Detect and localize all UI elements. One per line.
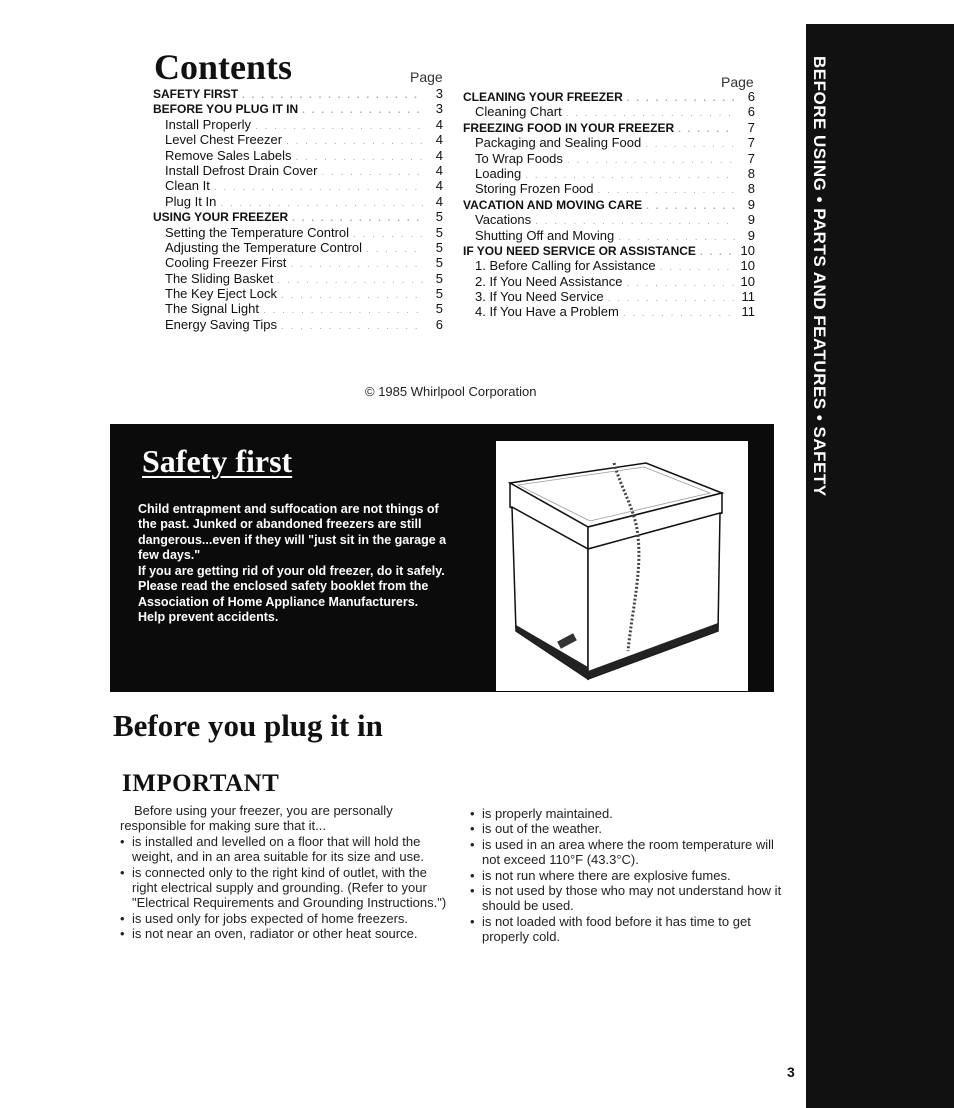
right-bullet-list	[470, 806, 792, 945]
toc-entry-label: Packaging and Sealing Food	[475, 135, 642, 151]
toc-entry	[153, 209, 443, 224]
toc-leader-dots	[608, 291, 735, 306]
bullet-item: • is used only for jobs expected of home freezers.	[120, 911, 452, 926]
toc-entry	[153, 86, 443, 101]
toc-entry	[463, 212, 755, 227]
toc-entry-label: 2. If You Need Assistance	[475, 273, 623, 289]
toc-entry-page: 4	[435, 178, 443, 194]
toc-leader-dots	[242, 88, 423, 103]
toc-leader-dots	[598, 183, 735, 198]
toc-entry-label: 1. Before Calling for Assistance	[475, 258, 656, 274]
left-bullet-list	[120, 834, 452, 942]
toc-entry-page: 7	[747, 119, 755, 135]
toc-leader-dots	[214, 180, 423, 195]
toc-entry	[463, 243, 755, 258]
right-page-header: Page	[721, 74, 754, 90]
toc-entry-page: 5	[435, 286, 443, 302]
toc-entry-label: The Key Eject Lock	[165, 286, 277, 302]
toc-leader-dots	[660, 260, 735, 275]
toc-entry-page: 9	[747, 227, 755, 243]
toc-entry-page: 6	[747, 104, 755, 120]
toc-entry-page: 9	[747, 196, 755, 212]
toc-leader-dots	[627, 91, 735, 106]
toc-entry-page: 4	[435, 116, 443, 132]
toc-entry-label: The Sliding Basket	[165, 270, 274, 286]
toc-entry-label: Level Chest Freezer	[165, 132, 283, 148]
toc-entry	[153, 101, 443, 116]
toc-entry-label: BEFORE YOU PLUG IT IN	[153, 102, 299, 117]
toc-entry-page: 5	[435, 270, 443, 286]
toc-entry-page: 10	[740, 242, 755, 258]
toc-leader-dots	[567, 153, 735, 168]
toc-entry-page: 5	[435, 239, 443, 255]
safety-paragraph-1: Child entrapment and suffocation are not things of the past. Junked or abandoned freezers are still dangerous...even if they will "just sit in the garage a few days."	[138, 502, 447, 563]
side-tab-label: BEFORE USING • PARTS AND FEATURES • SAFETY	[810, 56, 829, 497]
chest-freezer-icon	[496, 441, 748, 691]
toc-entry-page: 7	[747, 150, 755, 166]
toc-entry-label: VACATION AND MOVING CARE	[463, 197, 643, 212]
toc-leader-dots	[623, 306, 735, 321]
toc-entry-label: CLEANING YOUR FREEZER	[463, 90, 623, 104]
chest-freezer-illustration	[496, 441, 748, 691]
toc-entry	[463, 181, 755, 196]
toc-entry	[463, 104, 755, 119]
toc-entry	[463, 289, 755, 304]
toc-entry-page: 5	[435, 224, 443, 240]
bullet-item: • is not used by those who may not understand how it should be used.	[470, 883, 792, 914]
toc-entry-label: Cooling Freezer First	[165, 255, 287, 271]
page-number: 3	[787, 1064, 795, 1080]
toc-entry-label: FREEZING FOOD IN YOUR FREEZER	[463, 120, 675, 135]
safety-title: Safety first	[142, 443, 293, 479]
left-page-header: Page	[410, 69, 443, 85]
toc-entry	[153, 117, 443, 132]
toc-entry-page: 10	[740, 273, 755, 289]
toc-entry-label: Install Properly	[165, 116, 251, 132]
toc-entry	[463, 274, 755, 289]
toc-leader-dots	[290, 257, 423, 272]
toc-entry-label: USING YOUR FREEZER	[153, 210, 289, 225]
toc-entry	[153, 301, 443, 316]
toc-entry	[153, 317, 443, 332]
bullet-item: • is not near an oven, radiator or other heat source.	[120, 926, 452, 941]
bullet-item: • is out of the weather.	[470, 821, 792, 836]
toc-entry	[153, 178, 443, 193]
toc-leader-dots	[220, 196, 423, 211]
bullet-item: • is properly maintained.	[470, 806, 792, 821]
safety-paragraph-2: If you are getting rid of your old freezer, do it safely. Please read the enclosed safety booklet from the Association of Home Appliance Manufacturers. Help prevent accidents.	[138, 564, 445, 625]
toc-entry	[463, 166, 755, 181]
toc-entry-label: Adjusting the Temperature Control	[165, 239, 363, 255]
toc-leader-dots	[286, 134, 423, 149]
toc-entry-page: 4	[435, 132, 443, 148]
toc-entry	[153, 240, 443, 255]
toc-entry	[153, 132, 443, 147]
toc-entry	[463, 258, 755, 273]
toc-entry-label: Remove Sales Labels	[165, 147, 292, 163]
bullet-item: • is not loaded with food before it has time to get properly cold.	[470, 914, 792, 945]
toc-entry-label: Energy Saving Tips	[165, 316, 278, 332]
toc-entry	[463, 89, 755, 104]
toc-leader-dots	[700, 245, 735, 260]
important-title: IMPORTANT	[122, 770, 280, 797]
toc-entry-label: SAFETY FIRST	[153, 87, 239, 101]
toc-leader-dots	[281, 288, 423, 303]
contents-title: Contents	[154, 47, 293, 87]
toc-entry	[153, 286, 443, 301]
toc-entry-label: Loading	[475, 165, 522, 181]
toc-entry-page: 7	[747, 135, 755, 151]
toc-leader-dots	[645, 137, 735, 152]
plug-left-column	[120, 803, 452, 942]
toc-entry-page: 11	[741, 289, 755, 305]
toc-entry-page: 4	[435, 147, 443, 163]
plug-title: Before you plug it in	[113, 708, 383, 743]
toc-leader-dots	[566, 106, 735, 121]
toc-leader-dots	[281, 319, 423, 334]
toc-entry	[463, 151, 755, 166]
toc-entry	[153, 148, 443, 163]
toc-entry-label: IF YOU NEED SERVICE OR ASSISTANCE	[463, 243, 696, 258]
bullet-item: • is connected only to the right kind of outlet, with the right electrical supply and grounding. (Refer to your "Electrical Requirements and Grounding Instructions.")	[120, 865, 452, 911]
toc-entry-label: Install Defrost Drain Cover	[165, 162, 318, 178]
toc-entry-label: Vacations	[475, 212, 532, 228]
toc-entry	[153, 225, 443, 240]
toc-entry-page: 3	[435, 86, 443, 101]
toc-leader-dots	[646, 199, 735, 214]
toc-entry-page: 8	[747, 181, 755, 197]
toc-leader-dots	[618, 230, 735, 245]
toc-entry	[153, 194, 443, 209]
bullet-item: • is used in an area where the room temperature will not exceed 110°F (43.3°C).	[470, 837, 792, 868]
toc-entry	[153, 255, 443, 270]
toc-entry-page: 10	[740, 258, 755, 274]
toc-entry-page: 4	[435, 193, 443, 209]
toc-entry-label: 4. If You Have a Problem	[475, 304, 619, 320]
toc-entry-page: 3	[435, 101, 443, 117]
toc-entry-page: 8	[747, 165, 755, 181]
toc-entry	[463, 197, 755, 212]
plug-right-column	[470, 806, 792, 945]
toc-leader-dots	[302, 103, 423, 118]
toc-entry	[463, 228, 755, 243]
toc-entry-label: Clean It	[165, 178, 210, 194]
toc-entry-page: 6	[747, 89, 755, 104]
toc-entry-label: Shutting Off and Moving	[475, 227, 615, 243]
toc-entry	[463, 120, 755, 135]
toc-leader-dots	[263, 303, 423, 318]
toc-right-column	[463, 89, 755, 320]
plug-intro: Before using your freezer, you are personally responsible for making sure that it...	[120, 803, 393, 834]
toc-entry	[463, 135, 755, 150]
toc-entry-label: 3. If You Need Service	[475, 289, 604, 305]
toc-entry-label: Cleaning Chart	[475, 104, 562, 120]
toc-leader-dots	[321, 165, 423, 180]
toc-leader-dots	[626, 276, 735, 291]
toc-leader-dots	[353, 227, 423, 242]
toc-entry-label: Storing Frozen Food	[475, 181, 594, 197]
toc-entry-label: Plug It In	[165, 193, 217, 209]
toc-entry-page: 5	[435, 255, 443, 271]
toc-entry-page: 5	[435, 301, 443, 317]
toc-entry-page: 5	[435, 209, 443, 225]
toc-entry	[153, 271, 443, 286]
toc-entry-page: 11	[741, 304, 755, 320]
toc-entry	[463, 304, 755, 319]
copyright: © 1985 Whirlpool Corporation	[365, 384, 537, 399]
toc-entry-page: 4	[435, 162, 443, 178]
toc-left-column	[153, 86, 443, 332]
toc-entry-label: Setting the Temperature Control	[165, 224, 350, 240]
toc-entry-label: To Wrap Foods	[475, 150, 563, 166]
toc-entry-page: 9	[747, 212, 755, 228]
bullet-item: • is installed and levelled on a floor that will hold the weight, and in an area suitable for its size and use.	[120, 834, 452, 865]
bullet-item: • is not run where there are explosive fumes.	[470, 868, 792, 883]
toc-entry-label: The Signal Light	[165, 301, 259, 317]
toc-leader-dots	[277, 273, 423, 288]
toc-leader-dots	[366, 242, 423, 257]
toc-entry	[153, 163, 443, 178]
toc-leader-dots	[678, 122, 735, 137]
toc-entry-page: 6	[435, 316, 443, 332]
